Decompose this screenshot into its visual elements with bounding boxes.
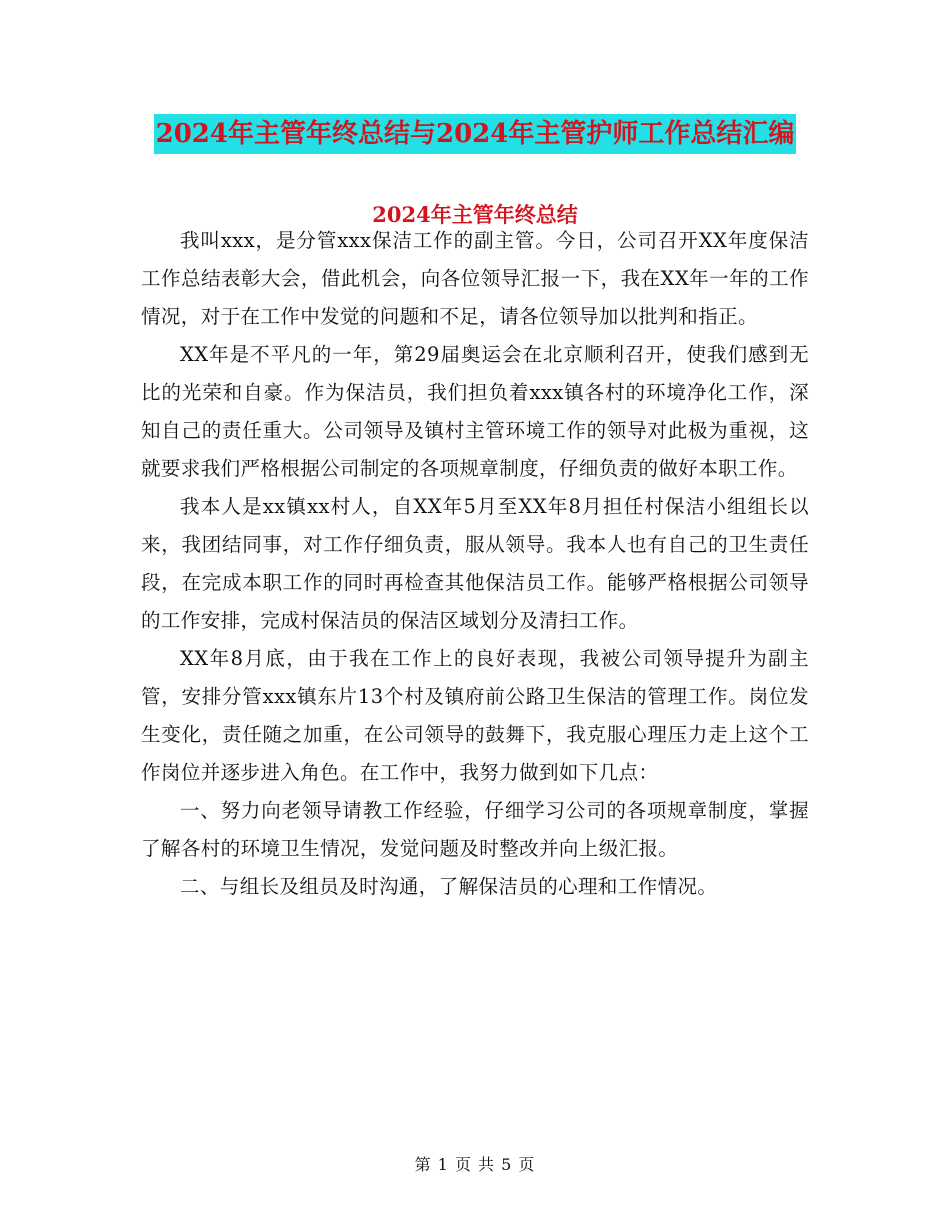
section-title: 2024年主管年终总结: [372, 202, 578, 227]
paragraph: 我本人是xx镇xx村人，自XX年5月至XX年8月担任村保洁小组组长以来，我团结同事，对工作仔细负责，服从领导。我本人也有自己的卫生责任段，在完成本职工作的同时再检查其他保洁员工作。能够严格根据公司领导的工作安排，完成村保洁员的保洁区域划分及清扫工作。: [141, 495, 809, 632]
document-title: [0, 112, 950, 154]
document-body: [141, 222, 809, 906]
paragraph: 一、努力向老领导请教工作经验，仔细学习公司的各项规章制度，掌握了解各村的环境卫生情况，发觉问题及时整改并向上级汇报。: [141, 799, 809, 860]
document-title-text: 2024年主管年终总结与2024年主管护师工作总结汇编: [154, 114, 797, 154]
paragraph: 二、与组长及组员及时沟通，了解保洁员的心理和工作情况。: [180, 875, 718, 898]
page-number-footer: 第 1 页 共 5 页: [414, 1155, 536, 1174]
paragraph: XX年是不平凡的一年，第29届奥运会在北京顺利召开，使我们感到无比的光荣和自豪。作为保洁员，我们担负着xxx镇各村的环境净化工作，深知自己的责任重大。公司领导及镇村主管环境工作的领导对此极为重视，这就要求我们严格根据公司制定的各项规章制度，仔细负责的做好本职工作。: [141, 343, 809, 480]
paragraph: 我叫xxx，是分管xxx保洁工作的副主管。今日，公司召开XX年度保洁工作总结表彰大会，借此机会，向各位领导汇报一下，我在XX年一年的工作情况，对于在工作中发觉的问题和不足，请各位领导加以批判和指正。: [141, 229, 809, 328]
paragraph: XX年8月底，由于我在工作上的良好表现，我被公司领导提升为副主管，安排分管xxx镇东片13个村及镇府前公路卫生保洁的管理工作。岗位发生变化，责任随之加重，在公司领导的鼓舞下，我克服心理压力走上这个工作岗位并逐步进入角色。在工作中，我努力做到如下几点：: [141, 647, 809, 784]
